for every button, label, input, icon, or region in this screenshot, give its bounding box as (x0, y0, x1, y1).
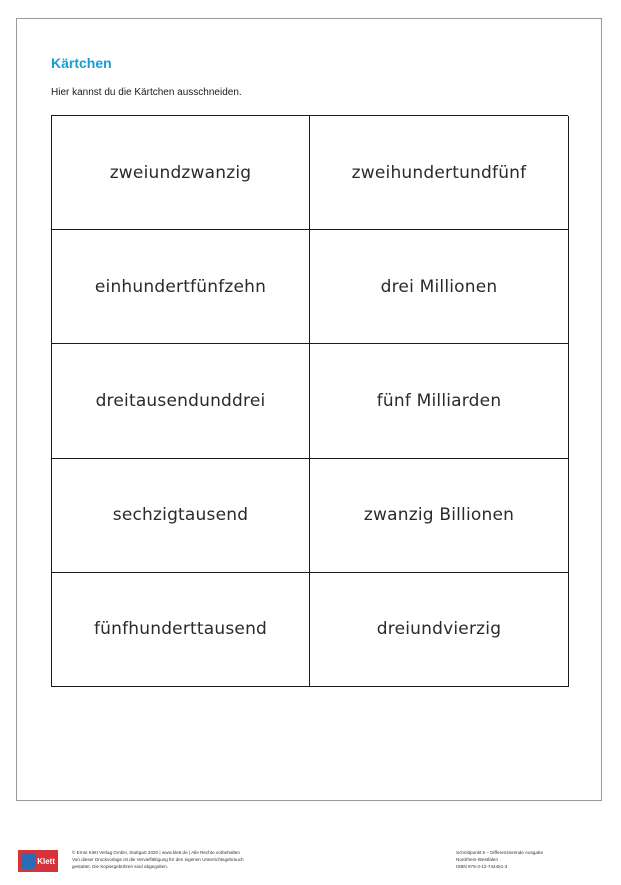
klett-mark-icon (21, 853, 35, 869)
copyright-notice (72, 849, 244, 870)
card-grid (51, 115, 568, 687)
card: sechzigtausend (52, 459, 310, 573)
instruction-text: Hier kannst du die Kärtchen ausschneiden. (51, 87, 242, 98)
card: fünf Milliarden (310, 344, 569, 458)
page-title: Kärtchen (51, 55, 112, 71)
logo-text: Klett (37, 856, 55, 866)
card: fünfhunderttausend (52, 573, 310, 687)
page-footer (0, 840, 621, 880)
copyright-line: gestattet. Die Kopiergebühren sind abgegolten. (72, 864, 169, 869)
klett-logo (18, 850, 58, 872)
card: zwanzig Billionen (310, 459, 569, 573)
book-info (456, 849, 543, 870)
book-isbn: ISBN 978-3-12-744451-3 (456, 864, 508, 869)
card: dreiundvierzig (310, 573, 569, 687)
book-title: Schnittpunkt 5 – Differenzierende Ausgabe (456, 850, 544, 855)
copyright-line: Von dieser Druckvorlage ist die Vervielfältigung für den eigenen Unterrichtsgebrauch (72, 857, 244, 862)
card: drei Millionen (310, 230, 569, 344)
book-region: Nordrhein-Westfalen (456, 857, 499, 862)
card: zweihundertundfünf (310, 116, 569, 230)
copyright-line: © Ernst Klett Verlag GmbH, Stuttgart 2020 | www.klett.de | Alle Rechte vorbehalten (72, 850, 240, 855)
card: zweiundzwanzig (52, 116, 310, 230)
card: einhundertfünfzehn (52, 230, 310, 344)
card: dreitausendunddrei (52, 344, 310, 458)
